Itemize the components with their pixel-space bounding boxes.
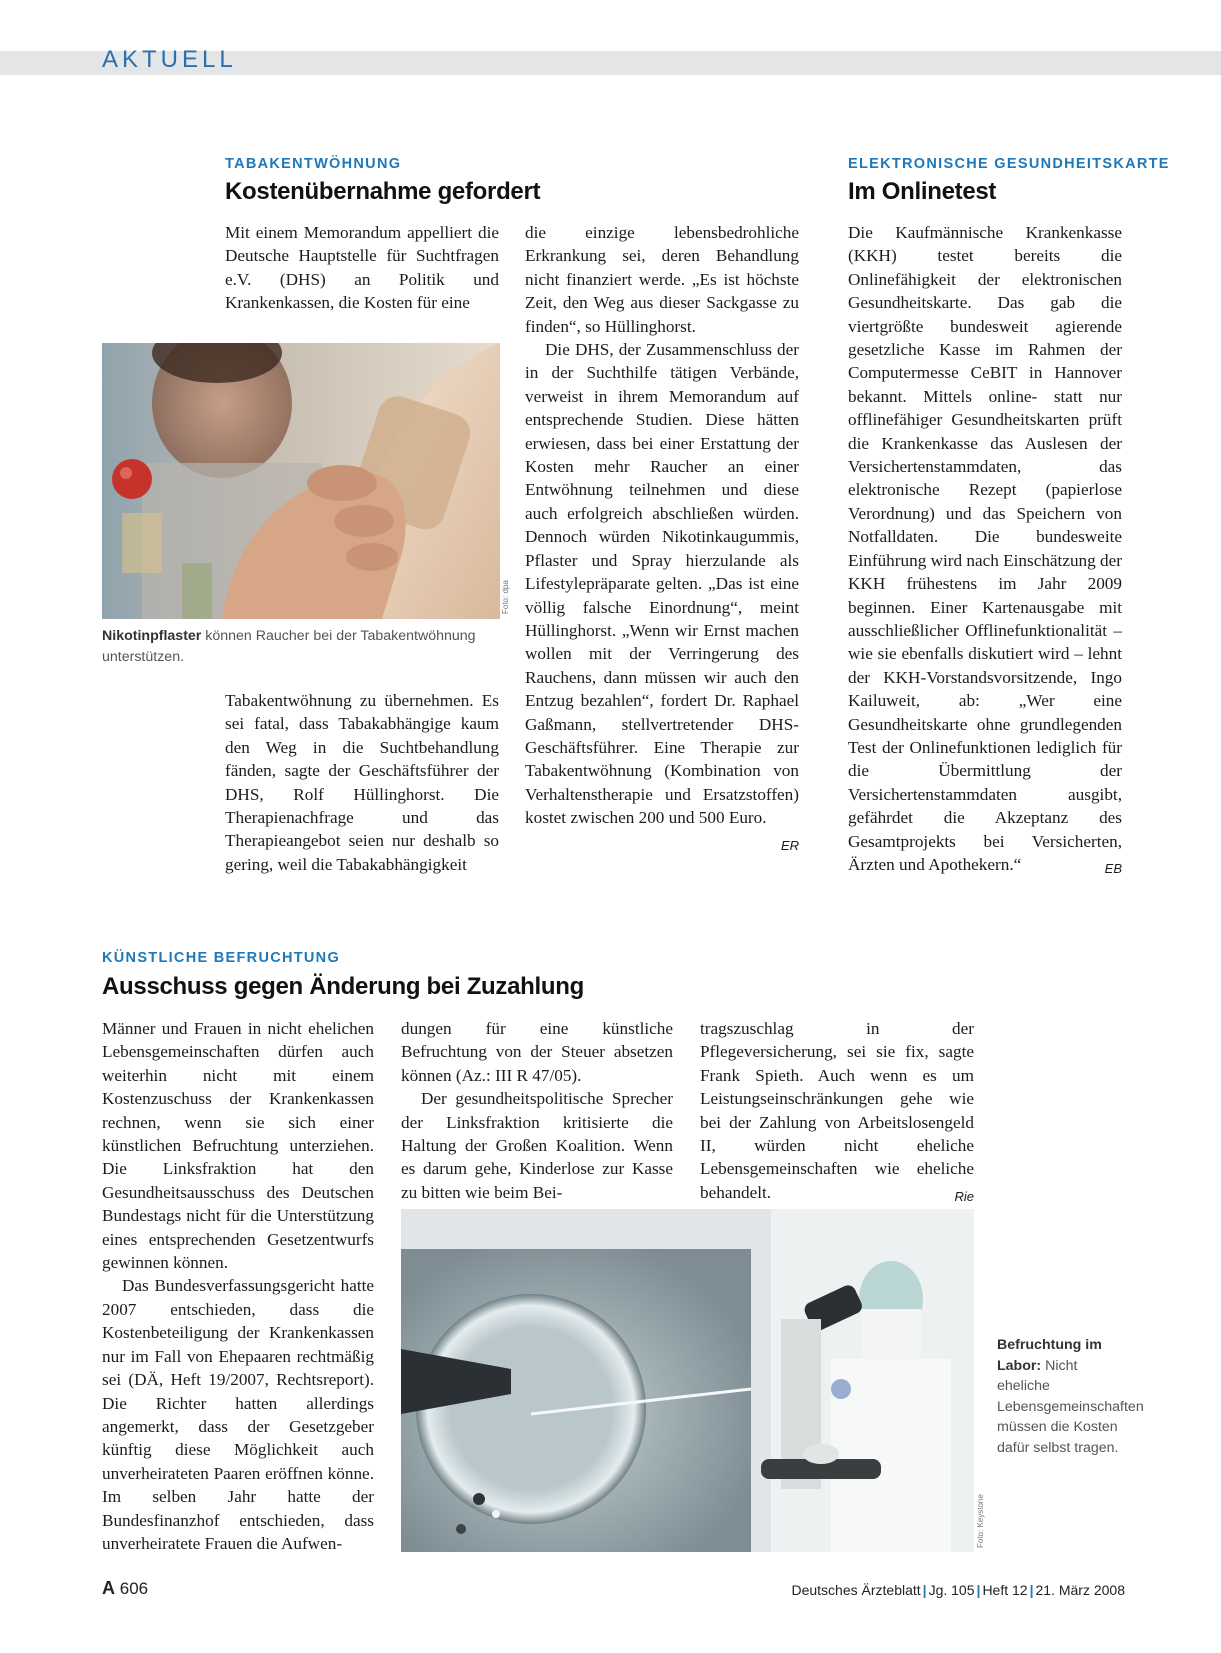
journal-name: Deutsches Ärzteblatt — [791, 1582, 921, 1598]
author-signature: Rie — [954, 1188, 974, 1204]
separator: | — [922, 1582, 927, 1598]
caption-text: Nicht eheliche Lebensgemeinschaften müssen die Kosten dafür selbst tragen. — [997, 1357, 1144, 1456]
paragraph-text: tragszuschlag in der Pflegeversicherung, sei sie fix, sagte Frank Spieth. Auch wenn es um Leistungseinschränkungen gehe wie bei der Zahlung von Arbeitslosengeld II, würden nicht eheliche Lebensgemeinschaften wie eheliche behandelt. — [700, 1019, 974, 1202]
page-prefix: A — [102, 1578, 115, 1598]
photo-credit: Foto: dpa — [501, 580, 510, 614]
nicotine-patch-photo — [102, 343, 500, 619]
article-kicker-tabak: TABAKENTWÖHNUNG — [225, 156, 402, 172]
paragraph: dungen für eine künstliche Befruchtung von der Steuer absetzen können (Az.: III R 47/05). — [401, 1019, 673, 1085]
paragraph: Der gesundheitspolitische Sprecher der Linksfraktion kritisierte die Haltung der Großen Koalition. Wenn es darum gehe, Kinderlose zur Kasse zu bitten wie beim Bei- — [401, 1089, 673, 1202]
lab-fertilization-photo — [401, 1209, 974, 1552]
article-tabak-col1-continued — [225, 689, 499, 876]
article-tabak-col2 — [525, 221, 799, 857]
page-number — [102, 1578, 148, 1599]
article-kicker-egk: ELEKTRONISCHE GESUNDHEITSKARTE — [848, 156, 1170, 172]
photo-credit: Foto: Keystone — [976, 1494, 985, 1548]
article-egk-body — [848, 221, 1122, 880]
paragraph: Das Bundesverfassungsgericht hatte 2007 entschieden, dass die Kostenbeteiligung der Krankenkassen nur im Fall von Ehepaaren rechtmäßig sei (DÄ, Heft 19/2007, Rechtsreport). Die Richter hatten allerdings angemerkt, dass der Gesetzgeber künftig diese Möglichkeit auch unverheirateten Paaren eröffnen könne. Im selben Jahr hatte der Bundesfinanzhof entschieden, dass unverheiratete Frauen die Aufwen- — [102, 1276, 374, 1553]
caption-bold: Nikotinpflaster — [102, 628, 202, 644]
issue-number: Heft 12 — [982, 1582, 1028, 1598]
separator: | — [1029, 1582, 1034, 1598]
article-befruchtung-col1 — [102, 1017, 374, 1555]
photo-caption-tabak — [102, 626, 512, 667]
article-title-tabak: Kostenübernahme gefordert — [225, 178, 541, 205]
page-number-value: 606 — [119, 1579, 149, 1598]
article-kicker-befruchtung: KÜNSTLICHE BEFRUCHTUNG — [102, 950, 341, 966]
paragraph — [525, 338, 799, 853]
article-title-befruchtung: Ausschuss gegen Änderung bei Zuzahlung — [102, 973, 584, 1000]
paragraph: Tabakentwöhnung zu übernehmen. Es sei fatal, dass Tabakabhängige kaum den Weg in die Suchtbehandlung fänden, sagte der Geschäftsführer der DHS, Rolf Hüllinghorst. Die Therapienachfrage und das Therapieangebot seien nur deshalb so gering, weil die Tabakabhängigkeit — [225, 691, 499, 874]
paragraph-text: Die DHS, der Zusammenschluss der in der Suchthilfe tätigen Verbände, verweist in ihrem Memorandum auf entsprechende Studien. Diese hätten erwiesen, dass bei einer Erstattung der Kosten mehr Raucher an einer Entwöhnung teilnehmen und diese auch erfolgreich abschließen würden. Dennoch würden Nikotinkaugummis, Pflaster und Spray hierzulande als Lifestylepräparate gelten. „Das ist eine völlig falsche Einordnung“, meint Hüllinghorst. „Wenn wir Ernst machen wollen mit der Verringerung des Rauchens, dann müssen wir auch den Entzug bezahlen“, fordert Dr. Raphael Gaßmann, stellvertretender DHS-Geschäftsführer. Eine Therapie zur Tabakentwöhnung (Kombination von Verhaltenstherapie und Ersatzstoffen) kostet zwischen 200 und 500 Euro. — [525, 340, 799, 828]
caption-text: können Raucher bei der Tabakentwöhnung unterstützen. — [102, 628, 476, 665]
author-signature: EB — [1104, 860, 1122, 876]
article-befruchtung-col3 — [700, 1017, 974, 1208]
paragraph-text: Die Kaufmännische Krankenkasse (KKH) testet bereits die Onlinefähigkeit der elektronischen Gesundheitskarte. Das gab die viertgrößte bundesweit agierende gesetzliche Kasse im Rahmen der Computermesse CeBIT in Hannover bekannt. Mittels online- statt nur offlinefähiger Gesundheitskarten prüft die Krankenkasse das Auslesen der Versichertenstammdaten, das elektronische Rezept (papierlose Verordnung) und das Speichern von Notfalldaten. Die bundesweite Einführung wird nach Einschätzung der KKH frühestens im Jahr 2009 beginnen. Einer Kartenausgabe mit ausschließlicher Offlinefunktionalität – wie sie ebenfalls diskutiert wird – lehnt der KKH-Vorstandsvorsitzende, Ingo Kailuweit, ab: „Wer eine Gesundheitskarte ohne grundlegenden Test der Onlinefunktionen lediglich für die Übermittlung der Versichertenstammdaten ausgibt, gefährdet die Akzeptanz des Gesamtprojekts bei Versicherten, Ärzten und Apothekern.“ — [848, 223, 1122, 874]
caption-bold: Befruchtung im Labor: — [997, 1337, 1102, 1374]
photo-caption-befruchtung — [997, 1335, 1144, 1458]
issue-date: 21. März 2008 — [1035, 1582, 1125, 1598]
paragraph: Männer und Frauen in nicht ehelichen Lebensgemeinschaften dürfen auch weiterhin nicht mit einem Kostenzuschuss der Krankenkassen rechnen, wenn sie sich einer künstlichen Befruchtung unterziehen. Die Linksfraktion hat den Gesundheitsausschuss des Deutschen Bundestags nicht für die Unterstützung eines entsprechenden Gesetzentwurfs gewinnen können. — [102, 1019, 374, 1273]
article-title-egk: Im Onlinetest — [848, 178, 997, 205]
issue-info — [791, 1582, 1125, 1598]
paragraph: die einzige lebensbedrohliche Erkrankung sei, deren Behandlung nicht finanziert werde. „Es ist höchste Zeit, den Weg aus dieser Sackgasse zu finden“, so Hüllinghorst. — [525, 223, 799, 336]
section-label: AKTUELL — [102, 46, 237, 73]
article-befruchtung-col2 — [401, 1017, 673, 1204]
article-tabak-intro — [225, 221, 499, 315]
separator: | — [976, 1582, 981, 1598]
paragraph — [700, 1017, 974, 1204]
author-signature: ER — [780, 837, 799, 853]
paragraph: Mit einem Memorandum appelliert die Deutsche Hauptstelle für Suchtfragen e.V. (DHS) an Politik und Krankenkassen, die Kosten für eine — [225, 223, 499, 313]
volume: Jg. 105 — [928, 1582, 975, 1598]
paragraph — [848, 221, 1122, 876]
